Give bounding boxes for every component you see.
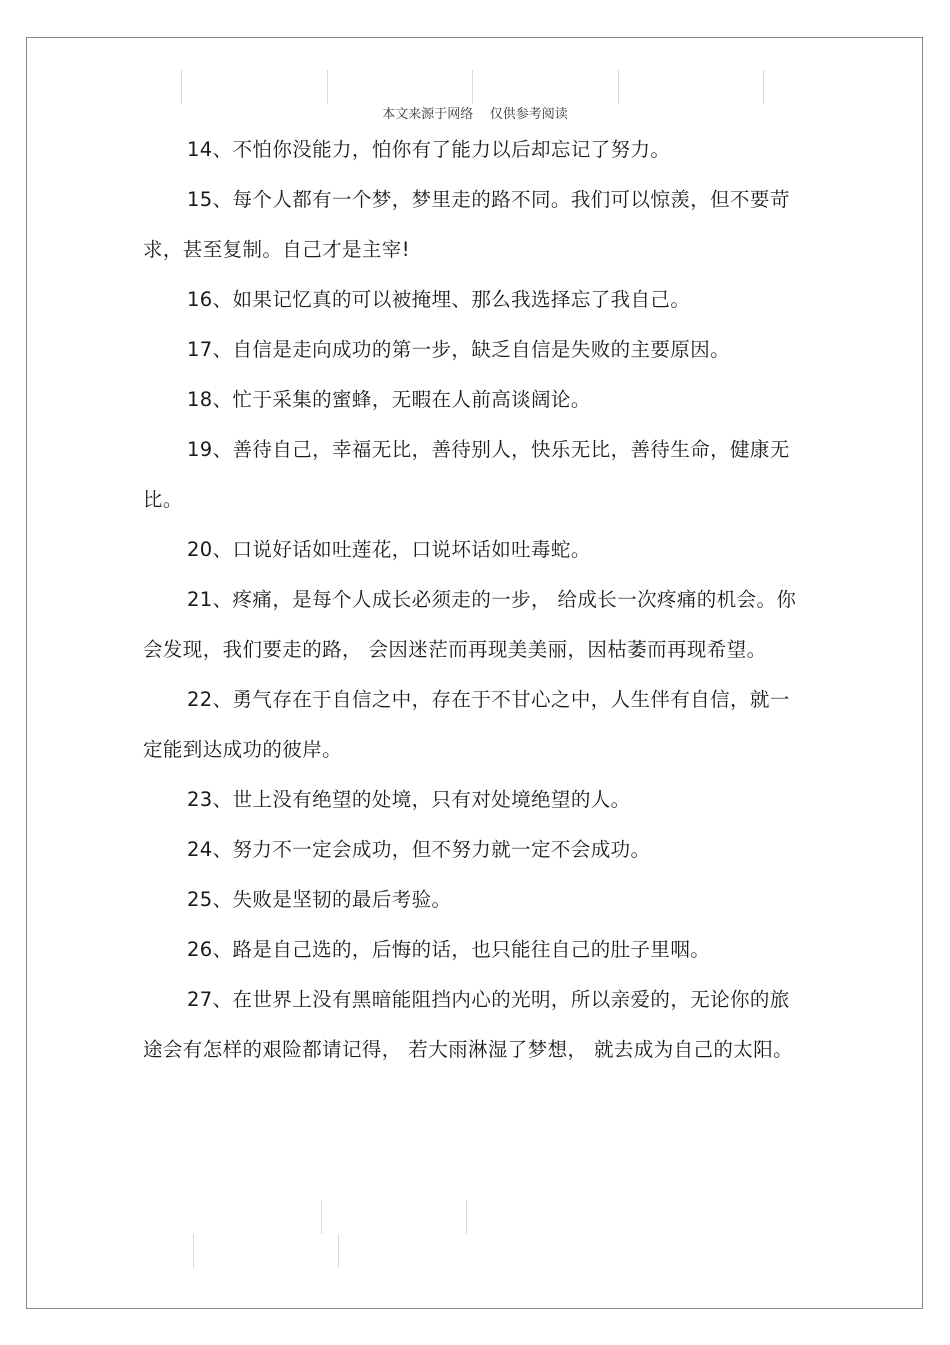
quote-paragraph: 27、在世界上没有黑暗能阻挡内心的光明，所以亲爱的，无论你的旅途会有怎样的艰险都请记得， 若大雨淋湿了梦想， 就去成为自己的太阳。 (143, 988, 793, 1061)
guide-line (466, 1200, 467, 1234)
quote-paragraph: 23、世上没有绝望的处境，只有对处境绝望的人。 (187, 788, 631, 811)
guide-line (472, 70, 473, 104)
quote-paragraph: 21、疼痛，是每个人成长必须走的一步， 给成长一次疼痛的机会。你会发现，我们要走的路， 会因迷茫而再现美美丽，因枯萎而再现希望。 (143, 588, 797, 661)
guide-line (327, 70, 328, 104)
quote-paragraph: 24、努力不一定会成功，但不努力就一定不会成功。 (187, 838, 651, 861)
quote-list (143, 125, 808, 1075)
quote-paragraph: 19、善待自己，幸福无比，善待别人，快乐无比，善待生命，健康无比。 (143, 438, 790, 511)
guide-line (763, 70, 764, 104)
quote-paragraph: 16、如果记忆真的可以被掩埋、那么我选择忘了我自己。 (187, 288, 691, 311)
guide-line (321, 1200, 322, 1234)
quote-paragraph: 18、忙于采集的蜜蜂，无暇在人前高谈阔论。 (187, 388, 591, 411)
quote-paragraph: 22、勇气存在于自信之中，存在于不甘心之中，人生伴有自信，就一定能到达成功的彼岸。 (143, 688, 790, 761)
header-note: 本文来源于网络 仅供参考阅读 (382, 107, 568, 122)
guide-line (181, 70, 182, 104)
quote-paragraph: 17、自信是走向成功的第一步，缺乏自信是失败的主要原因。 (187, 338, 731, 361)
guide-line (618, 70, 619, 104)
guide-line (193, 1234, 194, 1268)
quote-paragraph: 26、路是自己选的，后悔的话，也只能往自己的肚子里咽。 (187, 938, 711, 961)
quote-paragraph: 20、口说好话如吐莲花，口说坏话如吐毒蛇。 (187, 538, 591, 561)
guide-line (338, 1234, 339, 1268)
quote-paragraph: 15、每个人都有一个梦，梦里走的路不同。我们可以惊羡，但不要苛求，甚至复制。自己才是主宰! (143, 188, 790, 261)
quote-paragraph: 25、失败是坚韧的最后考验。 (187, 888, 452, 911)
quote-paragraph: 14、不怕你没能力，怕你有了能力以后却忘记了努力。 (187, 138, 671, 161)
